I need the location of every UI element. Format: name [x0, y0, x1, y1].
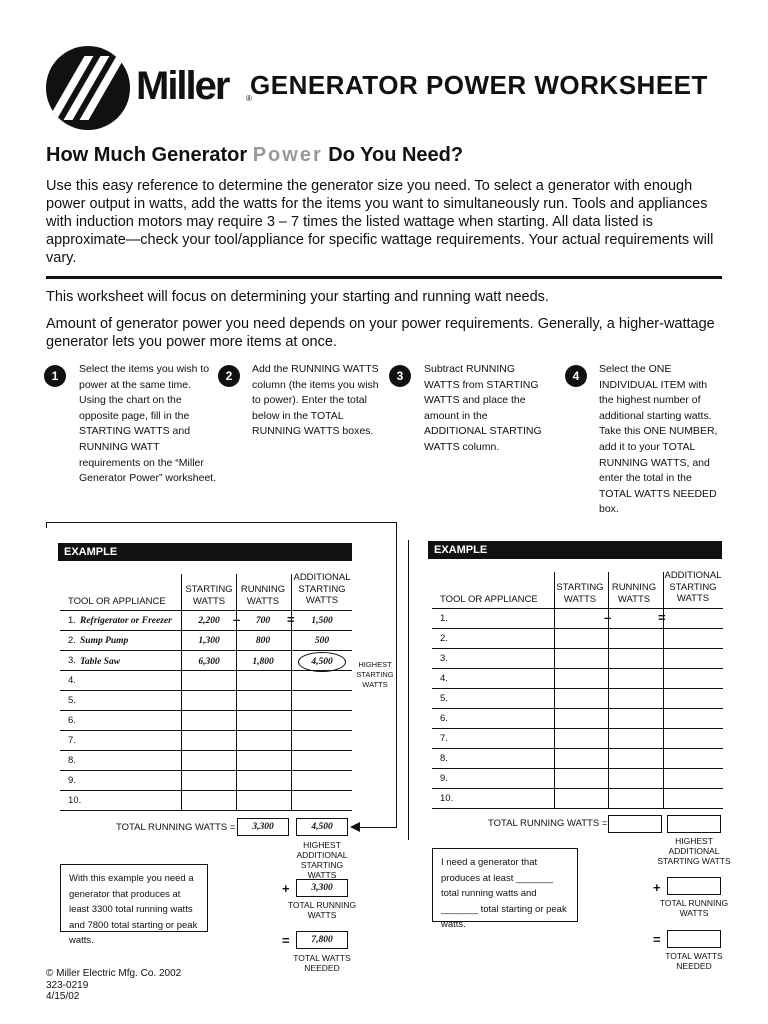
- blank-input-cell[interactable]: [609, 629, 662, 647]
- example-row-number: 7.: [68, 735, 76, 746]
- blank-input-cell[interactable]: [664, 609, 722, 627]
- running-header: RUNNING WATTS: [240, 584, 286, 607]
- section-heading: How Much Generator Power Do You Need?: [46, 144, 464, 166]
- example-total-running-label: TOTAL RUNNING WATTS =: [116, 822, 236, 833]
- step-1-text: Select the items you wish to power at the same time. Using the chart on the opposite page, fill in the STARTING WATTS and RUNNING WATT requirements on the “Miller Generator Power” worksheet.: [79, 363, 217, 485]
- example-row-line: [60, 650, 352, 651]
- example-row-line: [60, 630, 352, 631]
- blank-row-number: 8.: [440, 753, 448, 764]
- example-highest-label: HIGHEST ADDITIONAL STARTING WATTS: [296, 840, 348, 880]
- blank-row-number: 7.: [440, 733, 448, 744]
- example-plus-box: 3,300: [296, 879, 348, 897]
- blank-plus-box[interactable]: [667, 877, 721, 895]
- blank-row-number: 2.: [440, 633, 448, 644]
- blank-total-running-label: TOTAL RUNNING WATTS =: [488, 818, 608, 829]
- example-row-2-name: Sump Pump: [80, 636, 129, 646]
- intro-paragraph: Use this easy reference to determine the generator size you need. To select a generator with enough power output in watts, add the watts for the items you want to simultaneously run. Tools and appliances with induction motors may require 3 – 7 times the listed wattage when starting. All data listed is approximate—check your tool/appliance for specific wattage requirements. Your actual requirements will vary.: [46, 178, 714, 266]
- example-total-needed-box: 7,800: [296, 931, 348, 949]
- blank-input-cell[interactable]: [664, 789, 722, 807]
- step-3-text: Subtract RUNNING WATTS from STARTING WATTS and place the amount in the ADDITIONAL STARTING WATTS column.: [424, 363, 542, 453]
- example-row-line: [60, 750, 352, 751]
- example-row-line: [60, 710, 352, 711]
- plus-sign: +: [282, 881, 290, 896]
- example-row-2-additional: 500: [314, 636, 330, 646]
- tool-header: TOOL OR APPLIANCE: [68, 596, 166, 607]
- blank-row-number: 4.: [440, 673, 448, 684]
- equals-sign: =: [287, 612, 295, 627]
- blank-input-cell[interactable]: [609, 789, 662, 807]
- blank-total-running-box[interactable]: [608, 815, 662, 833]
- miller-logo: [46, 46, 252, 130]
- blank-row-number: 10.: [440, 793, 454, 804]
- example-row-number: 4.: [68, 675, 76, 686]
- power-highlight: Power: [252, 144, 323, 166]
- example-row-number: 10.: [68, 795, 82, 806]
- blank-input-cell[interactable]: [555, 609, 607, 627]
- blank-running-header: RUNNING WATTS: [611, 582, 657, 605]
- blank-input-cell[interactable]: [609, 709, 662, 727]
- example-row-line: [60, 770, 352, 771]
- part-number: 323-0219: [46, 979, 89, 991]
- blank-input-cell[interactable]: [555, 689, 607, 707]
- example-total-running-box: 3,300: [237, 818, 289, 836]
- page-title: GENERATOR POWER WORKSHEET: [250, 70, 708, 100]
- blank-input-cell[interactable]: [609, 649, 662, 667]
- example-highest-additional-box: 4,500: [296, 818, 348, 836]
- step-4-text: Select the ONE INDIVIDUAL ITEM with the highest number of additional starting watts. Take this ONE NUMBER, add it to your TOTAL RUNNING WATTS, and enter the total in the TOTAL WATTS NEEDED box.: [599, 363, 718, 516]
- example-row-1-additional: 1,500: [311, 616, 333, 626]
- blank-highest-additional-box[interactable]: [667, 815, 721, 833]
- arrow-left-icon: [350, 822, 360, 832]
- blank-input-cell[interactable]: [609, 749, 662, 767]
- copyright: © Miller Electric Mfg. Co. 2002: [46, 968, 182, 979]
- blank-input-cell[interactable]: [664, 649, 722, 667]
- example-row-line: [60, 810, 352, 811]
- blank-tool-header: TOOL OR APPLIANCE: [440, 594, 538, 605]
- example-note: With this example you need a generator that produces at least 3300 total running watts and 7800 total starting or peak watts.: [60, 864, 208, 932]
- example-row-number: 3.: [68, 655, 76, 666]
- logo-brand-text: Miller: [136, 64, 229, 108]
- blank-input-cell[interactable]: [664, 689, 722, 707]
- step-2-badge: 2: [218, 365, 240, 387]
- blank-highest-label: HIGHEST ADDITIONAL STARTING WATTS: [657, 836, 731, 866]
- example-row-number: 2.: [68, 635, 76, 646]
- blank-additional-header: ADDITIONAL STARTING WATTS: [664, 570, 722, 604]
- example-row-1-starting: 2,200: [198, 616, 220, 626]
- highest-value-circle: [298, 652, 346, 672]
- blank-row-number: 5.: [440, 693, 448, 704]
- blank-input-cell[interactable]: [555, 729, 607, 747]
- example-row-3-additional: 4,500: [311, 657, 333, 667]
- blank-input-cell[interactable]: [664, 629, 722, 647]
- blank-input-cell[interactable]: [664, 709, 722, 727]
- example-row-line: [60, 690, 352, 691]
- date: 4/15/02: [46, 991, 80, 1002]
- footer: [46, 968, 181, 1003]
- blank-input-cell[interactable]: [664, 769, 722, 787]
- blank-input-cell[interactable]: [555, 769, 607, 787]
- example-row-1-name: Refrigerator or Freezer: [80, 616, 172, 626]
- blank-input-cell[interactable]: [664, 729, 722, 747]
- highest-starting-note: HIGHEST STARTING WATTS: [356, 660, 394, 689]
- blank-minus-sign: –: [604, 610, 612, 625]
- example-row-3-running: 1,800: [252, 657, 274, 667]
- blank-row-number: 6.: [440, 713, 448, 724]
- blank-input-cell[interactable]: [609, 669, 662, 687]
- step-3-badge: 3: [389, 365, 411, 387]
- blank-input-cell[interactable]: [664, 749, 722, 767]
- starting-header: STARTING WATTS: [185, 584, 233, 607]
- blank-input-cell[interactable]: [555, 649, 607, 667]
- blank-equals-sign: =: [658, 610, 666, 625]
- example-total-running-small: TOTAL RUNNING WATTS: [287, 900, 357, 920]
- blank-starting-header: STARTING WATTS: [556, 582, 604, 605]
- logo-reg-mark: ®: [246, 94, 252, 103]
- blank-total-running-small: TOTAL RUNNING WATTS: [659, 898, 729, 918]
- example-arrow-line: [396, 522, 397, 828]
- step-1-badge: 1: [44, 365, 66, 387]
- example-row-number: 6.: [68, 715, 76, 726]
- example-row-2-running: 800: [255, 636, 271, 646]
- blank-total-needed-box[interactable]: [667, 930, 721, 948]
- blank-input-cell[interactable]: [609, 609, 662, 627]
- example-row-line: [60, 790, 352, 791]
- example-row-number: 8.: [68, 755, 76, 766]
- blank-note: I need a generator that produces at least _______ total running watts and _______ total starting or peak watts.: [432, 848, 578, 922]
- power-paragraph: Amount of generator power you need depends on your power requirements. Generally, a higher-wattage generator lets you power more items at once.: [46, 316, 715, 350]
- focus-paragraph: This worksheet will focus on determining your starting and running watt needs.: [46, 289, 549, 305]
- blank-input-cell[interactable]: [555, 789, 607, 807]
- logo-circle-icon: [46, 46, 130, 130]
- divider: [46, 276, 722, 279]
- blank-input-cell[interactable]: [609, 769, 662, 787]
- blank-input-cell[interactable]: [555, 629, 607, 647]
- blank-input-cell[interactable]: [555, 709, 607, 727]
- blank-table-left-rule: [408, 540, 409, 840]
- blank-example-label: EXAMPLE: [428, 541, 722, 559]
- blank-input-cell[interactable]: [609, 729, 662, 747]
- example-table-top-rule: [46, 522, 396, 523]
- blank-input-cell[interactable]: [664, 669, 722, 687]
- example-total-needed-label: TOTAL WATTS NEEDED: [293, 953, 351, 973]
- step-2-text: Add the RUNNING WATTS column (the items you wish to power). Enter the total below in the TOTAL RUNNING WATTS boxes.: [252, 363, 379, 438]
- example-row-line: [60, 730, 352, 731]
- blank-plus-sign: +: [653, 880, 661, 895]
- blank-input-cell[interactable]: [555, 749, 607, 767]
- example-label: EXAMPLE: [58, 543, 352, 561]
- blank-equals-sign-2: =: [653, 932, 661, 947]
- blank-row-number: 1.: [440, 613, 448, 624]
- blank-input-cell[interactable]: [609, 689, 662, 707]
- example-row-3-starting: 6,300: [198, 657, 220, 667]
- example-row-3-name: Table Saw: [80, 657, 121, 667]
- blank-row-line: [432, 808, 723, 809]
- step-4-badge: 4: [565, 365, 587, 387]
- additional-header: ADDITIONAL STARTING WATTS: [293, 572, 351, 606]
- example-row-number: 5.: [68, 695, 76, 706]
- example-row-1-running: 700: [255, 616, 271, 626]
- blank-row-number: 9.: [440, 773, 448, 784]
- example-row-2-starting: 1,300: [198, 636, 220, 646]
- blank-row-number: 3.: [440, 653, 448, 664]
- equals-sign: =: [282, 933, 290, 948]
- blank-input-cell[interactable]: [555, 669, 607, 687]
- blank-total-needed-label: TOTAL WATTS NEEDED: [665, 951, 723, 971]
- example-row-number: 1.: [68, 615, 76, 626]
- minus-sign: –: [233, 612, 241, 627]
- example-row-number: 9.: [68, 775, 76, 786]
